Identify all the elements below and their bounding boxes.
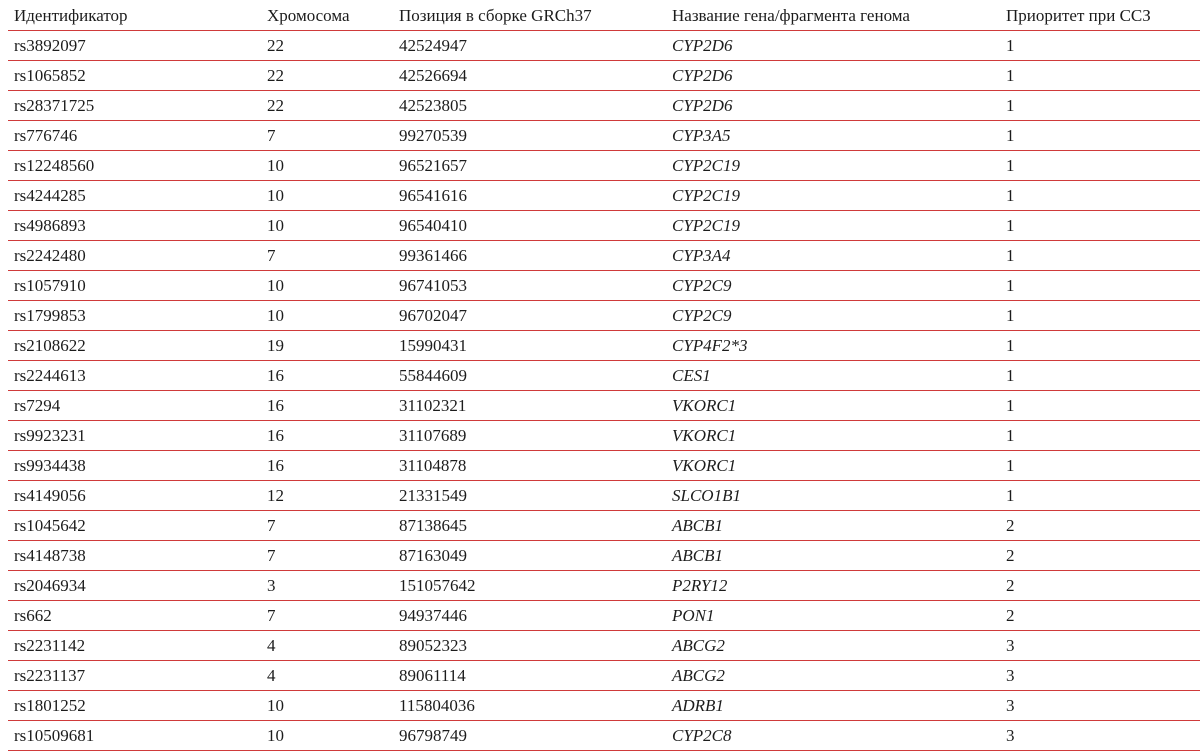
table-row (8, 511, 1200, 541)
cell-position: 87163049 (393, 541, 666, 571)
cell-chromosome: 12 (261, 481, 393, 511)
table-row (8, 421, 1200, 451)
cell-position: 115804036 (393, 691, 666, 721)
cell-position: 94937446 (393, 601, 666, 631)
cell-gene-name: CYP2C9 (666, 301, 1000, 331)
cell-identifier: rs1801252 (8, 691, 261, 721)
cell-chromosome: 7 (261, 541, 393, 571)
table-row (8, 31, 1200, 61)
cell-gene-name: CYP2D6 (666, 91, 1000, 121)
cell-identifier: rs662 (8, 601, 261, 631)
cell-gene-name: CYP3A4 (666, 241, 1000, 271)
table-row (8, 691, 1200, 721)
cell-identifier: rs2231142 (8, 631, 261, 661)
cell-gene-name: CYP2C19 (666, 181, 1000, 211)
cell-gene-name: CYP2C9 (666, 271, 1000, 301)
cell-chromosome: 16 (261, 361, 393, 391)
cell-identifier: rs2242480 (8, 241, 261, 271)
cell-chromosome: 7 (261, 121, 393, 151)
cell-position: 31104878 (393, 451, 666, 481)
cell-chromosome: 10 (261, 181, 393, 211)
table-row (8, 241, 1200, 271)
cell-priority: 1 (1000, 331, 1200, 361)
cell-identifier: rs9934438 (8, 451, 261, 481)
cell-priority: 2 (1000, 541, 1200, 571)
table-row (8, 331, 1200, 361)
snp-table (8, 2, 1200, 751)
cell-chromosome: 7 (261, 601, 393, 631)
table-row (8, 151, 1200, 181)
cell-position: 96521657 (393, 151, 666, 181)
cell-chromosome: 4 (261, 661, 393, 691)
cell-position: 42523805 (393, 91, 666, 121)
cell-position: 96741053 (393, 271, 666, 301)
cell-identifier: rs4149056 (8, 481, 261, 511)
header-position: Позиция в сборке GRCh37 (393, 2, 666, 31)
table-row (8, 61, 1200, 91)
cell-identifier: rs3892097 (8, 31, 261, 61)
cell-identifier: rs4148738 (8, 541, 261, 571)
cell-position: 96540410 (393, 211, 666, 241)
cell-identifier: rs2231137 (8, 661, 261, 691)
cell-position: 89061114 (393, 661, 666, 691)
cell-chromosome: 7 (261, 511, 393, 541)
cell-gene-name: ABCG2 (666, 631, 1000, 661)
header-gene-name: Название гена/фрагмента генома (666, 2, 1000, 31)
cell-gene-name: CYP2C19 (666, 151, 1000, 181)
cell-chromosome: 10 (261, 151, 393, 181)
cell-priority: 1 (1000, 421, 1200, 451)
cell-identifier: rs1045642 (8, 511, 261, 541)
cell-identifier: rs10509681 (8, 721, 261, 751)
cell-gene-name: P2RY12 (666, 571, 1000, 601)
cell-priority: 1 (1000, 271, 1200, 301)
cell-chromosome: 22 (261, 31, 393, 61)
cell-gene-name: VKORC1 (666, 451, 1000, 481)
cell-identifier: rs4244285 (8, 181, 261, 211)
cell-identifier: rs9923231 (8, 421, 261, 451)
cell-position: 96702047 (393, 301, 666, 331)
cell-identifier: rs1799853 (8, 301, 261, 331)
cell-gene-name: ADRB1 (666, 691, 1000, 721)
cell-gene-name: VKORC1 (666, 421, 1000, 451)
cell-position: 31102321 (393, 391, 666, 421)
cell-chromosome: 4 (261, 631, 393, 661)
cell-priority: 1 (1000, 361, 1200, 391)
cell-identifier: rs28371725 (8, 91, 261, 121)
table-row (8, 211, 1200, 241)
table-row (8, 721, 1200, 751)
table-row (8, 181, 1200, 211)
table-row (8, 661, 1200, 691)
cell-gene-name: CYP3A5 (666, 121, 1000, 151)
table-row (8, 361, 1200, 391)
table-row (8, 451, 1200, 481)
header-chromosome: Хромосома (261, 2, 393, 31)
cell-priority: 3 (1000, 721, 1200, 751)
cell-identifier: rs12248560 (8, 151, 261, 181)
cell-identifier: rs1065852 (8, 61, 261, 91)
cell-chromosome: 7 (261, 241, 393, 271)
cell-priority: 1 (1000, 31, 1200, 61)
cell-priority: 1 (1000, 61, 1200, 91)
cell-gene-name: CES1 (666, 361, 1000, 391)
cell-priority: 1 (1000, 91, 1200, 121)
header-identifier: Идентификатор (8, 2, 261, 31)
cell-gene-name: CYP2D6 (666, 31, 1000, 61)
cell-position: 31107689 (393, 421, 666, 451)
cell-priority: 1 (1000, 451, 1200, 481)
cell-chromosome: 16 (261, 451, 393, 481)
table-row (8, 121, 1200, 151)
cell-chromosome: 10 (261, 271, 393, 301)
cell-priority: 3 (1000, 631, 1200, 661)
table-header (8, 2, 1200, 31)
cell-chromosome: 10 (261, 211, 393, 241)
cell-priority: 1 (1000, 481, 1200, 511)
cell-priority: 3 (1000, 661, 1200, 691)
cell-chromosome: 3 (261, 571, 393, 601)
cell-position: 42524947 (393, 31, 666, 61)
cell-priority: 1 (1000, 241, 1200, 271)
cell-gene-name: CYP4F2*3 (666, 331, 1000, 361)
cell-priority: 1 (1000, 301, 1200, 331)
table-body (8, 31, 1200, 751)
cell-position: 96541616 (393, 181, 666, 211)
cell-position: 99361466 (393, 241, 666, 271)
cell-position: 99270539 (393, 121, 666, 151)
cell-priority: 2 (1000, 601, 1200, 631)
cell-chromosome: 10 (261, 721, 393, 751)
cell-chromosome: 22 (261, 91, 393, 121)
cell-identifier: rs776746 (8, 121, 261, 151)
table-row (8, 91, 1200, 121)
cell-identifier: rs7294 (8, 391, 261, 421)
header-row (8, 2, 1200, 31)
table-row (8, 541, 1200, 571)
table-row (8, 271, 1200, 301)
cell-priority: 3 (1000, 691, 1200, 721)
cell-position: 89052323 (393, 631, 666, 661)
cell-gene-name: CYP2C19 (666, 211, 1000, 241)
cell-identifier: rs2244613 (8, 361, 261, 391)
cell-identifier: rs2108622 (8, 331, 261, 361)
cell-position: 96798749 (393, 721, 666, 751)
table-row (8, 601, 1200, 631)
cell-position: 21331549 (393, 481, 666, 511)
cell-priority: 2 (1000, 571, 1200, 601)
cell-priority: 1 (1000, 151, 1200, 181)
cell-position: 151057642 (393, 571, 666, 601)
cell-gene-name: ABCG2 (666, 661, 1000, 691)
cell-chromosome: 16 (261, 421, 393, 451)
cell-chromosome: 22 (261, 61, 393, 91)
table-row (8, 571, 1200, 601)
cell-priority: 1 (1000, 181, 1200, 211)
cell-position: 15990431 (393, 331, 666, 361)
table-row (8, 301, 1200, 331)
cell-position: 42526694 (393, 61, 666, 91)
cell-priority: 1 (1000, 121, 1200, 151)
header-priority: Приоритет при ССЗ (1000, 2, 1200, 31)
cell-chromosome: 10 (261, 691, 393, 721)
cell-chromosome: 16 (261, 391, 393, 421)
cell-gene-name: CYP2D6 (666, 61, 1000, 91)
cell-priority: 1 (1000, 391, 1200, 421)
cell-priority: 1 (1000, 211, 1200, 241)
table-row (8, 631, 1200, 661)
cell-gene-name: SLCO1B1 (666, 481, 1000, 511)
cell-chromosome: 10 (261, 301, 393, 331)
cell-position: 55844609 (393, 361, 666, 391)
cell-chromosome: 19 (261, 331, 393, 361)
cell-gene-name: PON1 (666, 601, 1000, 631)
cell-priority: 2 (1000, 511, 1200, 541)
table-row (8, 391, 1200, 421)
cell-identifier: rs1057910 (8, 271, 261, 301)
cell-position: 87138645 (393, 511, 666, 541)
cell-identifier: rs4986893 (8, 211, 261, 241)
cell-gene-name: ABCB1 (666, 511, 1000, 541)
table-row (8, 481, 1200, 511)
cell-gene-name: VKORC1 (666, 391, 1000, 421)
cell-gene-name: CYP2C8 (666, 721, 1000, 751)
cell-gene-name: ABCB1 (666, 541, 1000, 571)
cell-identifier: rs2046934 (8, 571, 261, 601)
